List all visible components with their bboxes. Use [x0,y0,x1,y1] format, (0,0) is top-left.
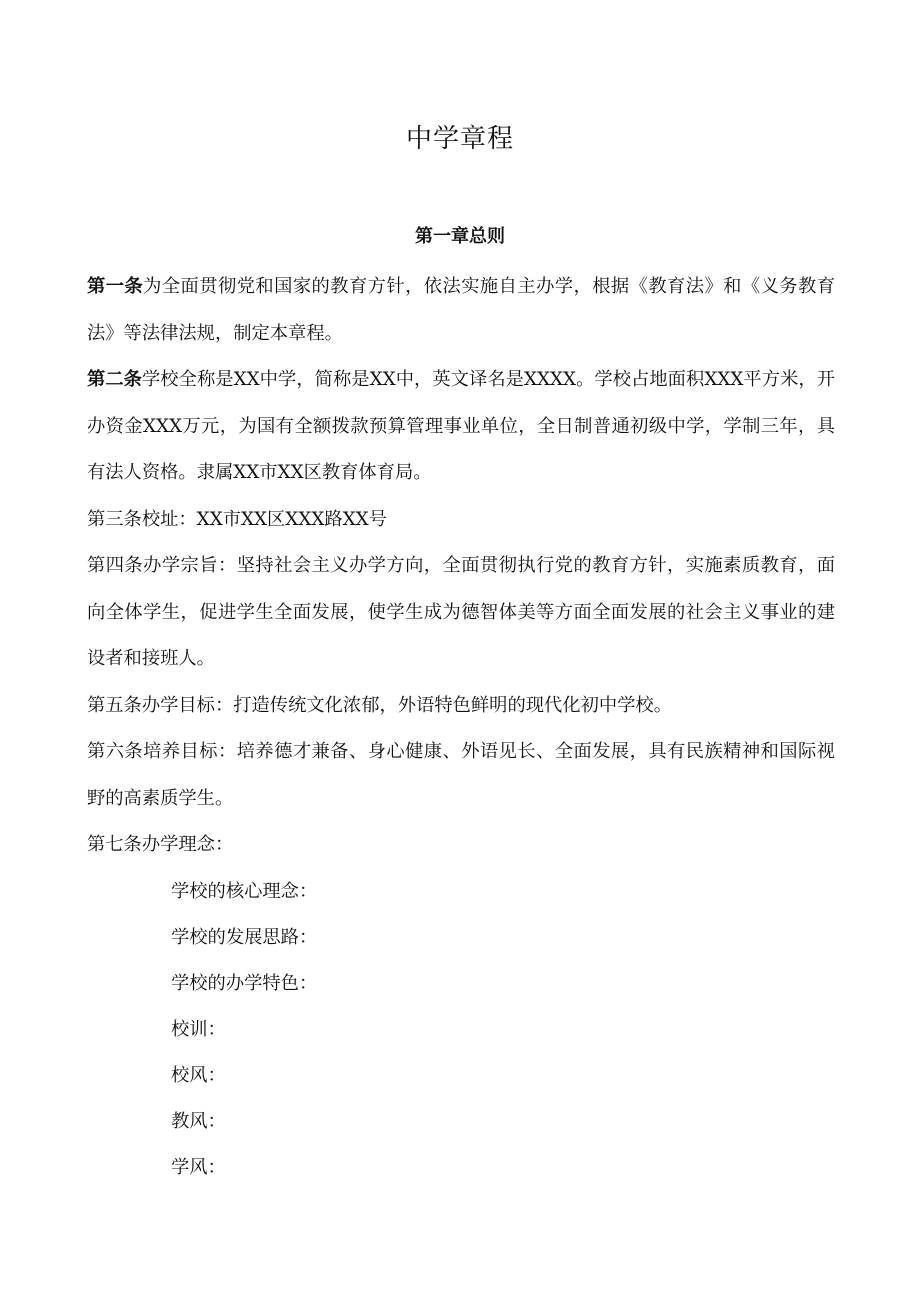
article-4 [87,543,835,683]
chapter-heading: 第一章总则 [415,226,505,247]
article-text: 培养目标：培养德才兼备、身心健康、外语见长、全面发展，具有民族精神和国际视野的高素质学生。 [87,741,836,809]
list-item: 教风： [171,1110,226,1132]
philosophy-list [87,869,835,1191]
article-label: 第三条 [87,508,142,530]
list-item: 学风： [171,1156,226,1178]
article-label: 第一条 [87,276,144,297]
list-item: 学校的办学特色： [171,972,318,994]
article-6 [87,729,835,822]
article-text: 为全面贯彻党和国家的教育方针，依法实施自主办学，根据《教育法》和《义务教育法》等法律法规，制定本章程。 [87,276,836,344]
article-7 [87,822,835,869]
list-item: 学校的核心理念： [171,880,318,902]
article-label: 第七条 [87,834,142,855]
article-text: 办学目标：打造传统文化浓郁，外语特色鲜明的现代化初中学校。 [141,694,672,716]
article-label: 第五条 [87,694,142,716]
document-title: 中学章程 [405,124,514,154]
article-label: 第六条 [87,741,144,762]
article-text: 办学理念： [141,834,234,855]
document-body [87,264,835,1191]
article-1 [87,264,835,357]
article-label: 第四条 [87,555,144,576]
article-label: 第二条 [87,369,142,390]
list-item: 学校的发展思路： [171,926,318,948]
article-text: 办学宗旨：坚持社会主义办学方向，全面贯彻执行党的教育方针，实施素质教育，面向全体学生，促进学生全面发展，使学生成为德智体美等方面全面发展的社会主义事业的建设者和接班人。 [87,555,836,669]
article-5 [87,683,835,730]
article-3 [87,497,835,544]
article-2 [87,357,835,497]
article-text: 校址：XX市XX区XXX路XX号 [141,508,387,530]
list-item: 校风： [171,1064,226,1086]
list-item: 校训： [171,1018,226,1040]
article-text: 学校全称是XX中学，简称是XX中，英文译名是XXXX。学校占地面积XXX平方米，开办资金XXX万元，为国有全额拨款预算管理事业单位，全日制普通初级中学，学制三年，具有法人资格。隶属XX市XX区教育体育局。 [87,369,836,483]
